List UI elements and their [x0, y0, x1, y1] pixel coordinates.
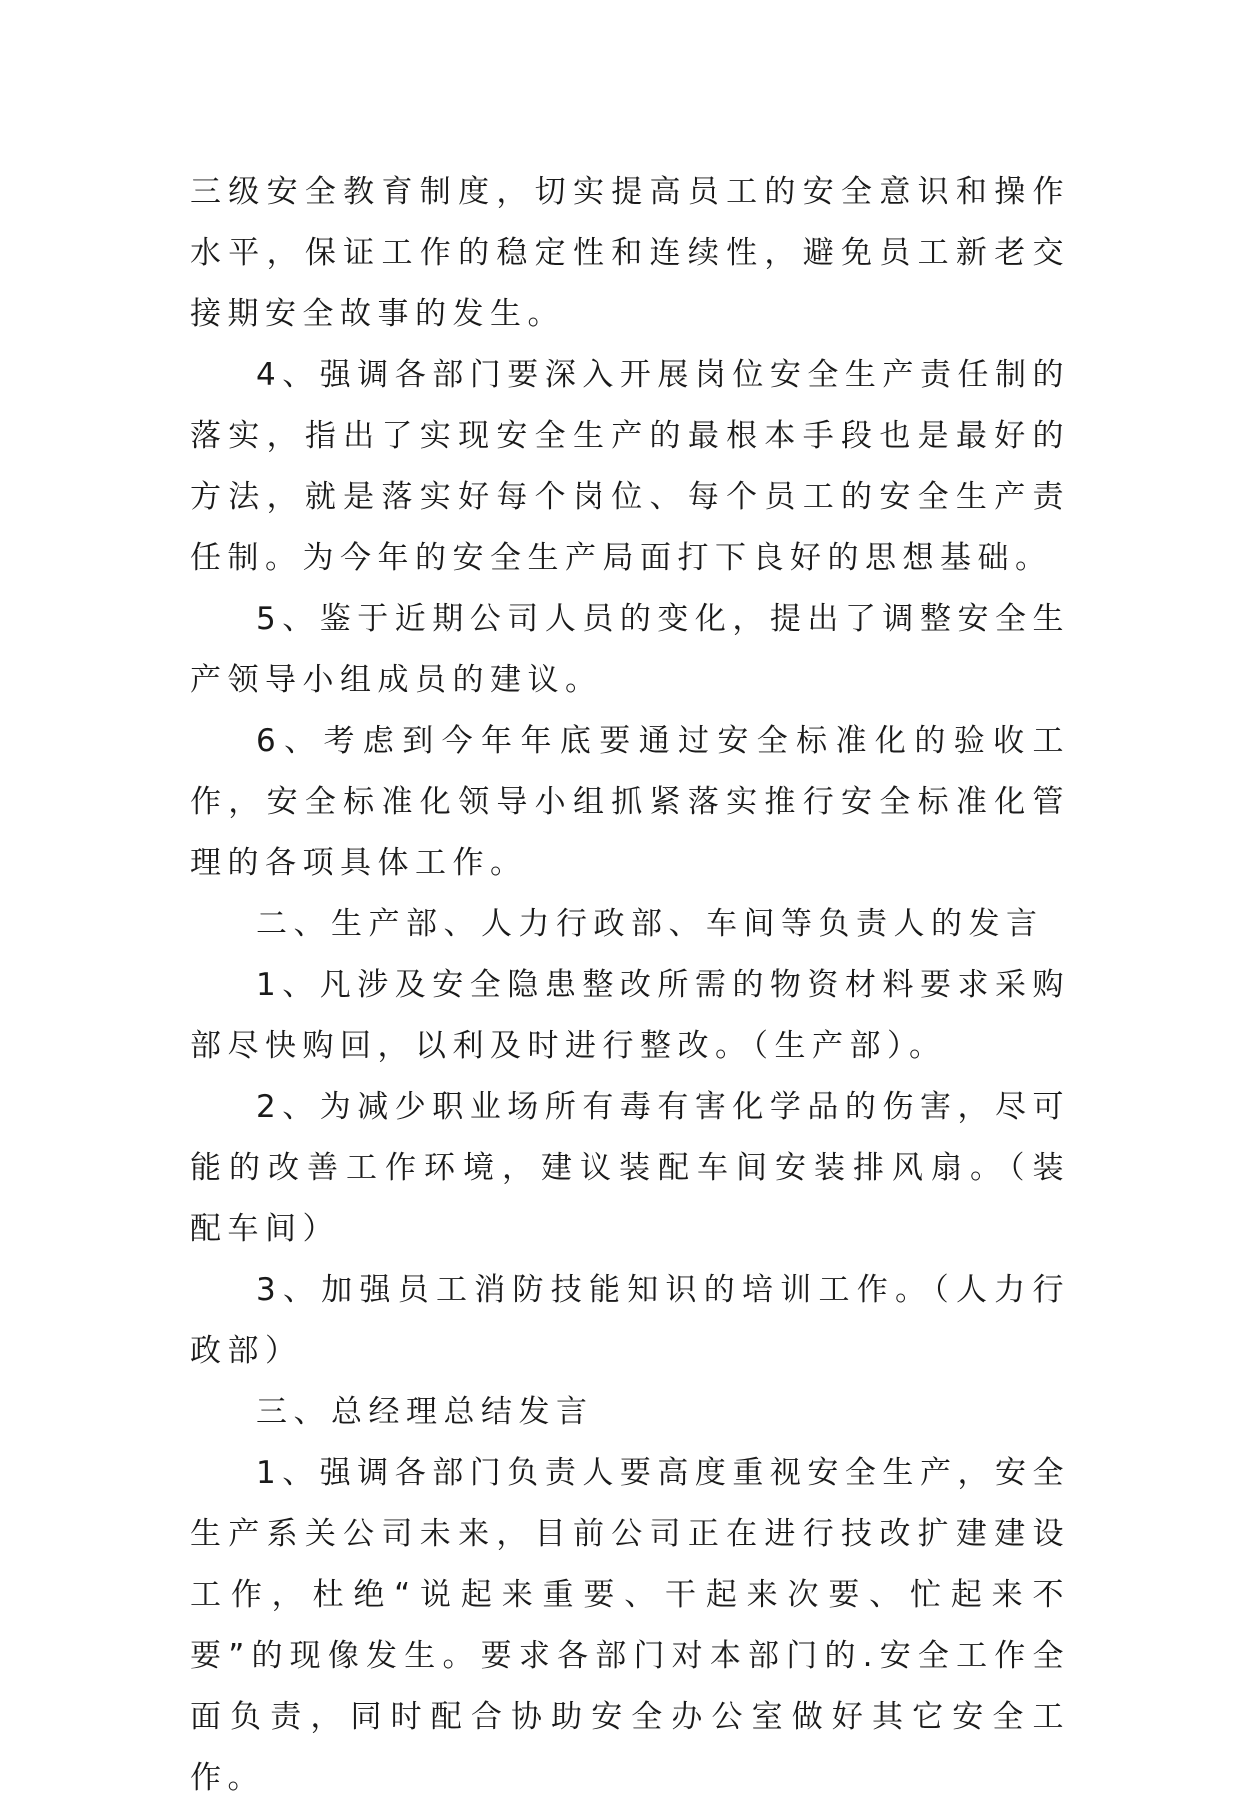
document-body [190, 162, 1070, 1809]
paragraph-section2-item-3: 3、加强员工消防技能知识的培训工作。（人力行政部） [190, 1272, 1070, 1369]
section-heading-2: 二、生产部、人力行政部、车间等负责人的发言 [256, 906, 1044, 942]
paragraph-section2-item-2: 2、为减少职业场所有毒有害化学品的伤害，尽可能的改善工作环境，建议装配车间安装排风扇。（装配车间） [190, 1089, 1070, 1247]
paragraph-item-6: 6、考虑到今年年底要通过安全标准化的验收工作，安全标准化领导小组抓紧落实推行安全标准化管理的各项具体工作。 [190, 723, 1070, 881]
paragraph-item-5: 5、鉴于近期公司人员的变化，提出了调整安全生产领导小组成员的建议。 [190, 601, 1070, 698]
section-heading-3: 三、总经理总结发言 [256, 1394, 594, 1430]
paragraph-section3-item-1: 1、强调各部门负责人要高度重视安全生产，安全生产系关公司未来，目前公司正在进行技改扩建建设工作，杜绝“说起来重要、干起来次要、忙起来不要”的现像发生。要求各部门对本部门的.安全工作全面负责，同时配合协助安全办公室做好其它安全工作。 [190, 1455, 1070, 1796]
paragraph-item-4: 4、强调各部门要深入开展岗位安全生产责任制的落实，指出了实现安全生产的最根本手段也是最好的方法，就是落实好每个岗位、每个员工的安全生产责任制。为今年的安全生产局面打下良好的思想基础。 [190, 357, 1070, 576]
paragraph-section2-item-1: 1、凡涉及安全隐患整改所需的物资材料要求采购部尽快购回，以利及时进行整改。（生产部）。 [190, 967, 1070, 1064]
paragraph-continuation: 三级安全教育制度，切实提高员工的安全意识和操作水平，保证工作的稳定性和连续性，避免员工新老交接期安全故事的发生。 [190, 174, 1070, 332]
